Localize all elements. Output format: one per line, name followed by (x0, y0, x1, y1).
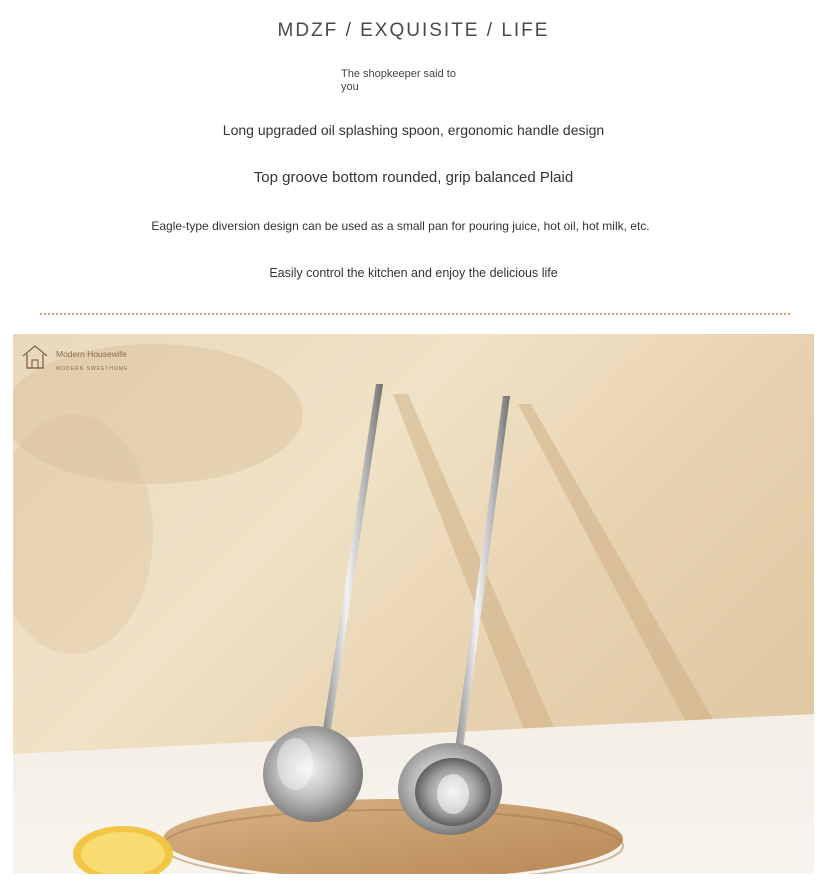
product-illustration (13, 334, 814, 874)
house-icon (21, 344, 49, 370)
spoon-bowl-highlight (277, 738, 313, 790)
feature-line-2: Top groove bottom rounded, grip balanced Plaid (253, 169, 574, 186)
feature-line-4: Easily control the kitchen and enjoy the delicious life (269, 266, 558, 280)
brand-logo (21, 344, 181, 378)
shopkeeper-note: The shopkeeper said to you (341, 68, 456, 93)
spoon-handle (323, 384, 383, 729)
spoon-bowl (263, 726, 363, 822)
lemon-slice-inner (81, 832, 165, 874)
product-photo (13, 334, 814, 874)
header-title: MDZF / EXQUISITE / LIFE (277, 20, 550, 41)
feature-line-3: Eagle-type diversion design can be used as a small pan for pouring juice, hot oil, hot milk, etc. (151, 219, 650, 233)
brand-name: Modern Housewife (56, 349, 127, 359)
feature-line-1: Long upgraded oil splashing spoon, ergonomic handle design (222, 122, 605, 138)
dotted-divider (40, 313, 790, 315)
brand-tagline: MODERN SWEETHOME (56, 366, 129, 372)
spoon-shadow (518, 404, 733, 764)
spoon-bowl-highlight (437, 774, 469, 814)
